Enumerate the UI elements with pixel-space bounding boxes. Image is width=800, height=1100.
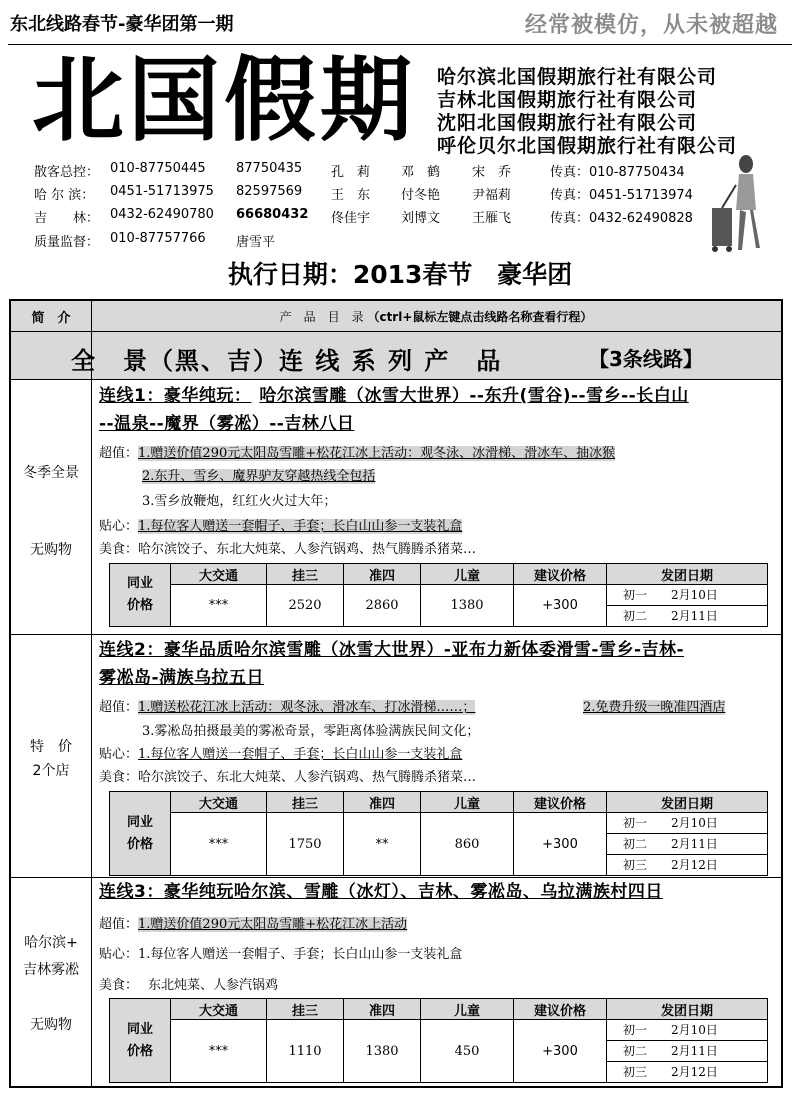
departure-date: 初一 2月10日 <box>607 585 768 606</box>
company-name: 呼伦贝尔北国假期旅行社有限公司 <box>437 135 738 157</box>
departure-date: 初三 2月12日 <box>607 1062 768 1083</box>
tour-type: 豪华团 <box>497 260 573 289</box>
contact-person: 唐雪平 <box>236 235 276 250</box>
contact-fax: 传真：0451-51713974 <box>550 188 693 203</box>
contact-phone: 0432-62490780 <box>110 207 214 222</box>
route-line <box>99 767 476 789</box>
route-title-part[interactable]: 哈尔滨雪雕（冰雪大世界）--东升(雪谷)--雪乡--长白山 <box>259 386 689 406</box>
contact-phone: 010-87750445 <box>110 161 206 176</box>
route-line <box>142 466 375 488</box>
line-text: 1.赠送松花江冰上活动：观冬泳、滑冰车、打冰滑梯……； <box>138 700 476 715</box>
contact-label: 吉 林： <box>34 211 100 226</box>
price-transport: *** <box>171 1020 267 1083</box>
line-prefix: 美食： <box>99 542 139 557</box>
price-grid <box>109 563 768 627</box>
grid-header: 建议价格 <box>514 792 607 813</box>
route-line <box>99 975 278 997</box>
route-title-part[interactable]: 连线1：豪华纯玩： <box>99 386 252 406</box>
price-grid <box>109 998 768 1083</box>
price-grid <box>109 791 768 876</box>
route-title-part[interactable]: 连线3：豪华纯玩 <box>99 882 234 902</box>
line-text: 1.每位客人赠送一套帽子、手套；长白山山参一支装礼盒 <box>138 519 463 534</box>
price-suggest: +300 <box>514 813 607 876</box>
grid-header: 大交通 <box>171 999 267 1020</box>
contact-label: 哈 尔 滨： <box>34 188 95 203</box>
contact-phone: 0451-51713975 <box>110 184 214 199</box>
route-tag: 哈尔滨+ <box>24 935 78 951</box>
route-title-link[interactable] <box>99 383 689 410</box>
contact-phone: 87750435 <box>236 161 303 176</box>
price-transport: *** <box>171 585 267 627</box>
grid-header: 发团日期 <box>607 999 768 1020</box>
route-tag: 冬季全景 <box>23 465 79 481</box>
departure-date: 初三 2月12日 <box>607 855 768 876</box>
route-title-part[interactable]: 哈尔滨、雪雕（冰灯）、吉林、雾凇岛、乌拉满族村四日 <box>233 882 663 902</box>
line-prefix: 贴心： <box>99 747 139 762</box>
route-line <box>99 539 476 561</box>
grid-header: 发团日期 <box>607 564 768 585</box>
execution-date-banner <box>0 255 800 291</box>
route-title-link[interactable]: --温泉--魔界（雾凇）--吉林八日 <box>99 414 355 434</box>
line-prefix: 超值： <box>99 700 139 715</box>
contact-person: 宋 乔 <box>472 165 512 180</box>
line-text: 1.每位客人赠送一套帽子、手套；长白山山参一支装礼盒 <box>138 747 463 762</box>
route-tag: 2个店 <box>32 763 70 779</box>
departure-date: 初二 2月11日 <box>607 1041 768 1062</box>
company-name: 沈阳北国假期旅行社有限公司 <box>437 112 698 134</box>
brand-logo-text: 北国假期 <box>32 47 417 154</box>
contact-fax: 传真：010-87750434 <box>550 165 685 180</box>
price-triple: 1750 <box>267 813 344 876</box>
grid-header: 挂三 <box>267 564 344 585</box>
price-quad: 2860 <box>344 585 421 627</box>
grid-header: 建议价格 <box>514 564 607 585</box>
line-text: 2.东升、雪乡、魔界驴友穿越热线全包括 <box>142 469 376 484</box>
contact-person: 刘博文 <box>401 211 441 226</box>
price-transport: *** <box>171 813 267 876</box>
price-triple: 1110 <box>267 1020 344 1083</box>
series-title: 全 景（黑、吉）连 线 系 列 产 品 <box>71 347 503 375</box>
contact-fax: 传真：0432-62490828 <box>550 211 693 226</box>
line-prefix: 美食： <box>99 978 139 993</box>
contact-phone: 82597569 <box>236 184 303 199</box>
column-catalog-label: 产 品 目 录 <box>279 310 364 324</box>
price-suggest: +300 <box>514 585 607 627</box>
grid-header: 儿童 <box>421 999 514 1020</box>
contact-person: 佟佳宇 <box>331 211 371 226</box>
line-text: 哈尔滨饺子、东北大炖菜、人参汽锅鸡、热气腾腾杀猪菜… <box>138 770 477 785</box>
line-text: 1.赠送价值290元太阳岛雪雕+松花江冰上活动 <box>138 917 408 932</box>
grid-header: 准四 <box>344 999 421 1020</box>
grid-header: 儿童 <box>421 564 514 585</box>
peer-price-label: 同业 价格 <box>110 999 171 1083</box>
grid-header: 挂三 <box>267 999 344 1020</box>
route-line <box>142 491 336 513</box>
grid-header: 挂三 <box>267 792 344 813</box>
contact-label: 质量监督： <box>34 235 100 250</box>
execution-date: 执行日期：2013春节 <box>227 260 473 289</box>
line-prefix: 贴心： <box>99 947 139 962</box>
company-name: 哈尔滨北国假期旅行社有限公司 <box>437 66 718 88</box>
line-prefix: 贴心： <box>99 519 139 534</box>
contact-person: 付冬艳 <box>401 188 441 203</box>
route-tag: 无购物 <box>30 1017 72 1033</box>
slogan: 经常被模仿，从未被超越 <box>524 13 778 38</box>
contact-person: 邓 鹤 <box>401 165 441 180</box>
traveler-illustration <box>706 150 766 260</box>
product-table <box>9 299 783 1088</box>
price-child: 450 <box>421 1020 514 1083</box>
price-triple: 2520 <box>267 585 344 627</box>
route-tag: 无购物 <box>30 542 72 558</box>
line-prefix: 超值： <box>99 446 139 461</box>
company-name: 吉林北国假期旅行社有限公司 <box>437 89 698 111</box>
route-tag: 吉林雾凇 <box>23 962 79 978</box>
departure-date: 初二 2月11日 <box>607 606 768 627</box>
route-line <box>99 744 462 766</box>
line-text: 1.每位客人赠送一套帽子、手套；长白山山参一支装礼盒 <box>138 947 463 962</box>
price-suggest: +300 <box>514 1020 607 1083</box>
route-line <box>99 914 407 936</box>
grid-header: 大交通 <box>171 564 267 585</box>
contact-phone: 66680432 <box>236 207 309 222</box>
contact-person: 王雁飞 <box>472 211 512 226</box>
contact-person: 孔 莉 <box>331 165 371 180</box>
departure-date: 初一 2月10日 <box>607 1020 768 1041</box>
grid-header: 大交通 <box>171 792 267 813</box>
contact-person: 王 东 <box>331 188 371 203</box>
grid-header: 准四 <box>344 792 421 813</box>
route-tag: 特 价 <box>30 739 72 755</box>
price-child: 1380 <box>421 585 514 627</box>
grid-header: 儿童 <box>421 792 514 813</box>
grid-header: 发团日期 <box>607 792 768 813</box>
line-text: 3.雾凇岛拍摄最美的雾凇奇景，零距离体验满族民间文化； <box>142 724 480 739</box>
line-text: 2.免费升级一晚准四酒店 <box>583 700 726 715</box>
price-quad: ** <box>344 813 421 876</box>
column-catalog-note: （ctrl+鼠标左键点击线路名称查看行程） <box>367 310 593 324</box>
line-text: 哈尔滨饺子、东北大炖菜、人参汽锅鸡、热气腾腾杀猪菜… <box>138 542 477 557</box>
departure-date: 初一 2月10日 <box>607 813 768 834</box>
grid-header: 建议价格 <box>514 999 607 1020</box>
route-title-link[interactable]: 连线2：豪华品质哈尔滨雪雕（冰雪大世界）-亚布力新体委滑雪-雪乡-吉林- <box>99 640 685 660</box>
contact-person: 尹福莉 <box>472 188 512 203</box>
top-divider <box>8 44 792 45</box>
contact-label: 散客总控： <box>34 165 100 180</box>
grid-header: 准四 <box>344 564 421 585</box>
route-line <box>99 443 615 465</box>
route-line <box>99 516 462 538</box>
line-text: 东北炖菜、人参汽锅鸡 <box>148 978 279 993</box>
route-title-link[interactable]: 雾凇岛-满族乌拉五日 <box>99 668 265 688</box>
contact-phone: 010-87757766 <box>110 231 206 246</box>
top-title: 东北线路春节-豪华团第一期 <box>10 14 234 35</box>
column-catalog <box>91 308 781 325</box>
series-count: 【3条线路】 <box>589 347 703 371</box>
route-line <box>99 944 462 966</box>
price-quad: 1380 <box>344 1020 421 1083</box>
line-prefix: 超值： <box>99 917 139 932</box>
line-text: 3.雪乡放鞭炮，红红火火过大年； <box>142 494 337 509</box>
route-line <box>583 697 725 719</box>
departure-date: 初二 2月11日 <box>607 834 768 855</box>
peer-price-label: 同业 价格 <box>110 792 171 876</box>
peer-price-label: 同业 价格 <box>110 564 171 627</box>
price-child: 860 <box>421 813 514 876</box>
route-line <box>99 697 475 719</box>
column-intro: 简 介 <box>31 311 71 326</box>
line-text: 1.赠送价值290元太阳岛雪雕+松花江冰上活动：观冬泳、冰滑梯、滑冰车、抽冰猴 <box>138 446 616 461</box>
route-title-link[interactable] <box>99 879 663 906</box>
line-prefix: 美食： <box>99 770 139 785</box>
route-line <box>142 721 479 743</box>
